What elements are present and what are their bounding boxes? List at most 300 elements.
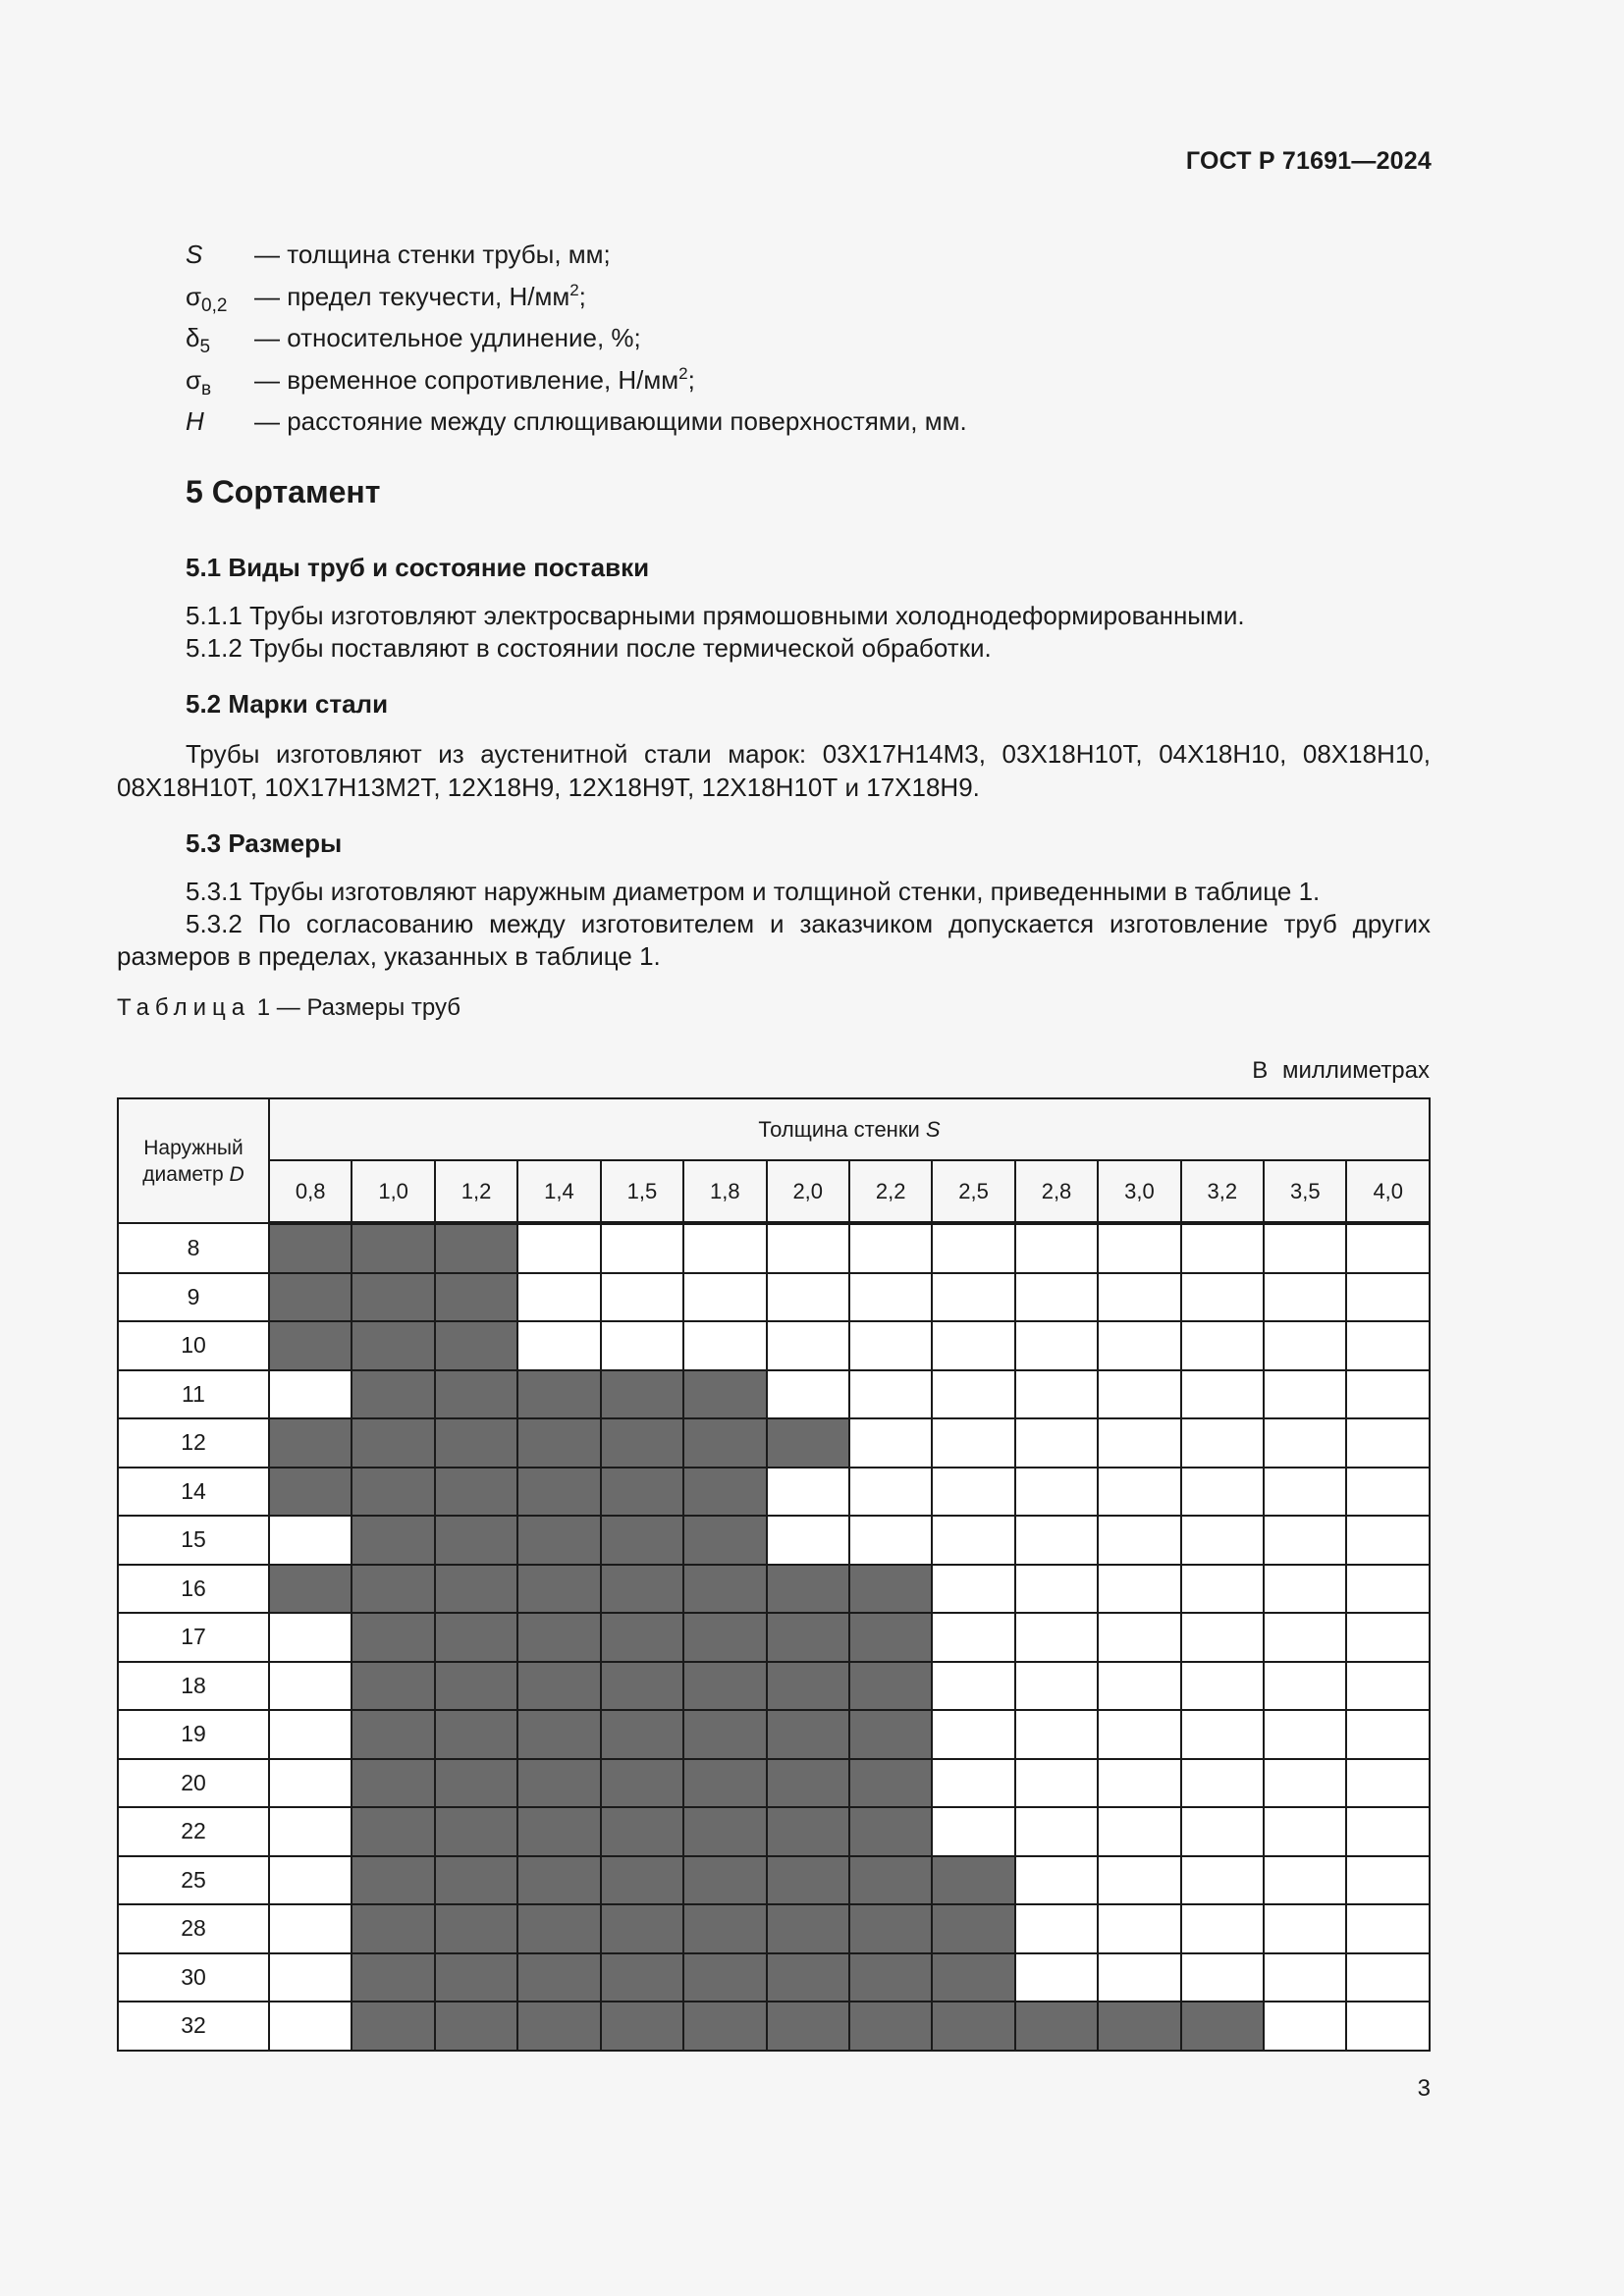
table-row <box>118 1710 1430 1759</box>
empty-size-cell <box>517 1273 600 1322</box>
table-row <box>118 1516 1430 1565</box>
available-size-cell <box>435 1856 517 1905</box>
available-size-cell <box>269 1273 352 1322</box>
empty-size-cell <box>932 1418 1014 1468</box>
empty-size-cell <box>683 1273 766 1322</box>
empty-size-cell <box>1264 2002 1346 2051</box>
paragraph-5-1-2: 5.1.2 Трубы поставляют в состоянии после термической обработки. <box>186 633 992 663</box>
table-row <box>118 1418 1430 1468</box>
available-size-cell <box>849 1662 932 1711</box>
empty-size-cell <box>1346 1418 1430 1468</box>
available-size-cell <box>269 1321 352 1370</box>
wall-thickness-col-header: 1,5 <box>601 1160 683 1223</box>
available-size-cell <box>352 2002 434 2051</box>
empty-size-cell <box>1346 1953 1430 2002</box>
empty-size-cell <box>932 1370 1014 1419</box>
empty-size-cell <box>269 1370 352 1419</box>
diameter-cell: 18 <box>118 1662 269 1711</box>
available-size-cell <box>269 1565 352 1614</box>
diameter-cell: 16 <box>118 1565 269 1614</box>
empty-size-cell <box>767 1223 849 1273</box>
empty-size-cell <box>1346 1662 1430 1711</box>
wall-thickness-col-header: 2,0 <box>767 1160 849 1223</box>
empty-size-cell <box>1015 1565 1098 1614</box>
empty-size-cell <box>1015 1321 1098 1370</box>
available-size-cell <box>517 1759 600 1808</box>
available-size-cell <box>517 1468 600 1517</box>
empty-size-cell <box>269 1904 352 1953</box>
available-size-cell <box>435 1370 517 1419</box>
available-size-cell <box>1181 2002 1264 2051</box>
diameter-cell: 22 <box>118 1807 269 1856</box>
available-size-cell <box>849 1613 932 1662</box>
empty-size-cell <box>767 1370 849 1419</box>
empty-size-cell <box>1098 1468 1180 1517</box>
available-size-cell <box>435 1516 517 1565</box>
wall-thickness-col-header: 2,8 <box>1015 1160 1098 1223</box>
available-size-cell <box>435 1759 517 1808</box>
empty-size-cell <box>1264 1662 1346 1711</box>
diameter-cell: 11 <box>118 1370 269 1419</box>
available-size-cell <box>601 1516 683 1565</box>
wall-thickness-col-header: 1,4 <box>517 1160 600 1223</box>
available-size-cell <box>517 1516 600 1565</box>
paragraph-steel-grades-line2: 08Х18Н10Т, 10Х17Н13М2Т, 12Х18Н9, 12Х18Н9Т, 12Х18Н10Т и 17Х18Н9. <box>117 773 980 802</box>
legend-definition: — временное сопротивление, $Н/мм^2$; <box>254 363 695 395</box>
table-row <box>118 1223 1430 1273</box>
empty-size-cell <box>1098 1321 1180 1370</box>
empty-size-cell <box>1181 1807 1264 1856</box>
available-size-cell <box>601 1613 683 1662</box>
diameter-cell: 32 <box>118 2002 269 2051</box>
doc-code: ГОСТ Р 71691—2024 <box>1185 147 1432 175</box>
available-size-cell <box>601 1418 683 1468</box>
diameter-cell: 15 <box>118 1516 269 1565</box>
available-size-cell <box>683 1807 766 1856</box>
empty-size-cell <box>1015 1613 1098 1662</box>
available-size-cell <box>517 1370 600 1419</box>
available-size-cell <box>517 1856 600 1905</box>
wall-thickness-col-header: 3,0 <box>1098 1160 1180 1223</box>
subsection-title-5-2: 5.2 Марки стали <box>186 689 389 719</box>
empty-size-cell <box>1015 1370 1098 1419</box>
empty-size-cell <box>1181 1370 1264 1419</box>
section-title: 5 Сортамент <box>186 474 381 509</box>
empty-size-cell <box>932 1223 1014 1273</box>
available-size-cell <box>767 1807 849 1856</box>
legend-symbol: $\sigma_{0,2}$ <box>186 281 228 316</box>
empty-size-cell <box>1098 1904 1180 1953</box>
available-size-cell <box>269 1223 352 1273</box>
available-size-cell <box>849 1807 932 1856</box>
empty-size-cell <box>767 1468 849 1517</box>
empty-size-cell <box>1181 1856 1264 1905</box>
available-size-cell <box>352 1273 434 1322</box>
available-size-cell <box>683 1710 766 1759</box>
empty-size-cell <box>269 1807 352 1856</box>
available-size-cell <box>767 1904 849 1953</box>
empty-size-cell <box>767 1516 849 1565</box>
empty-size-cell <box>1098 1565 1180 1614</box>
diameter-cell: 19 <box>118 1710 269 1759</box>
available-size-cell <box>435 1468 517 1517</box>
available-size-cell <box>683 1613 766 1662</box>
available-size-cell <box>517 1565 600 1614</box>
legend-symbol: $\sigma_в$ <box>186 364 212 400</box>
empty-size-cell <box>1098 1613 1180 1662</box>
available-size-cell <box>767 1418 849 1468</box>
available-size-cell <box>849 1856 932 1905</box>
empty-size-cell <box>767 1321 849 1370</box>
empty-size-cell <box>1098 1223 1180 1273</box>
available-size-cell <box>352 1856 434 1905</box>
available-size-cell <box>601 1370 683 1419</box>
available-size-cell <box>683 1418 766 1468</box>
available-size-cell <box>767 1759 849 1808</box>
available-size-cell <box>352 1759 434 1808</box>
legend-definition: — относительное удлинение, %; <box>254 323 641 352</box>
empty-size-cell <box>767 1273 849 1322</box>
empty-size-cell <box>1346 1856 1430 1905</box>
available-size-cell <box>932 2002 1014 2051</box>
available-size-cell <box>767 1565 849 1614</box>
empty-size-cell <box>1098 1953 1180 2002</box>
empty-size-cell <box>1098 1370 1180 1419</box>
empty-size-cell <box>1264 1710 1346 1759</box>
available-size-cell <box>683 1856 766 1905</box>
wall-thickness-col-header: 3,5 <box>1264 1160 1346 1223</box>
empty-size-cell <box>1346 1321 1430 1370</box>
paragraph-5-1-1: 5.1.1 Трубы изготовляют электросварными прямошовными холоднодеформированными. <box>186 601 1245 630</box>
available-size-cell <box>767 2002 849 2051</box>
diameter-cell: 20 <box>118 1759 269 1808</box>
diameter-cell: 14 <box>118 1468 269 1517</box>
empty-size-cell <box>932 1565 1014 1614</box>
empty-size-cell <box>1098 1662 1180 1711</box>
table-row <box>118 1662 1430 1711</box>
available-size-cell <box>517 2002 600 2051</box>
diameter-cell: 25 <box>118 1856 269 1905</box>
empty-size-cell <box>1264 1516 1346 1565</box>
legend-row <box>186 234 967 276</box>
page-number: 3 <box>1417 2075 1431 2102</box>
available-size-cell <box>849 1953 932 2002</box>
available-size-cell <box>517 1418 600 1468</box>
empty-size-cell <box>517 1321 600 1370</box>
table-row <box>118 1759 1430 1808</box>
legend-symbol: S <box>186 240 203 269</box>
diameter-cell: 17 <box>118 1613 269 1662</box>
available-size-cell <box>601 1953 683 2002</box>
empty-size-cell <box>1015 1953 1098 2002</box>
available-size-cell <box>849 2002 932 2051</box>
available-size-cell <box>932 1856 1014 1905</box>
paragraph-5-3-1: 5.3.1 Трубы изготовляют наружным диаметром и толщиной стенки, приведенными в таблице 1. <box>186 877 1321 906</box>
legend-definition: — предел текучести, $Н/мм^2$; <box>254 280 586 311</box>
available-size-cell <box>683 1953 766 2002</box>
subsection-title-5-3: 5.3 Размеры <box>186 828 343 858</box>
available-size-cell <box>435 1662 517 1711</box>
available-size-cell <box>1098 2002 1180 2051</box>
empty-size-cell <box>1181 1565 1264 1614</box>
paragraph-5-3-2-line1: 5.3.2 По согласованию между изготовителем и заказчиком допускается изготовление труб других <box>186 909 1431 938</box>
available-size-cell <box>352 1613 434 1662</box>
symbol-legend <box>186 234 967 443</box>
empty-size-cell <box>269 1613 352 1662</box>
empty-size-cell <box>1181 1223 1264 1273</box>
empty-size-cell <box>517 1223 600 1273</box>
available-size-cell <box>352 1468 434 1517</box>
available-size-cell <box>683 2002 766 2051</box>
available-size-cell <box>1015 2002 1098 2051</box>
empty-size-cell <box>1346 1613 1430 1662</box>
table-row <box>118 1565 1430 1614</box>
empty-size-cell <box>849 1468 932 1517</box>
empty-size-cell <box>1264 1370 1346 1419</box>
available-size-cell <box>767 1953 849 2002</box>
empty-size-cell <box>1015 1856 1098 1905</box>
available-size-cell <box>435 2002 517 2051</box>
empty-size-cell <box>601 1273 683 1322</box>
diameter-cell: 8 <box>118 1223 269 1273</box>
available-size-cell <box>849 1710 932 1759</box>
empty-size-cell <box>1181 1516 1264 1565</box>
empty-size-cell <box>932 1807 1014 1856</box>
wall-thickness-header: Толщина стенки S <box>269 1098 1430 1160</box>
empty-size-cell <box>1015 1662 1098 1711</box>
available-size-cell <box>683 1759 766 1808</box>
empty-size-cell <box>1264 1565 1346 1614</box>
empty-size-cell <box>1264 1273 1346 1322</box>
empty-size-cell <box>932 1613 1014 1662</box>
empty-size-cell <box>1346 1565 1430 1614</box>
empty-size-cell <box>1264 1223 1346 1273</box>
available-size-cell <box>352 1516 434 1565</box>
table-units: В миллиметрах <box>1252 1057 1430 1084</box>
available-size-cell <box>601 1856 683 1905</box>
table-row <box>118 2002 1430 2051</box>
available-size-cell <box>683 1904 766 1953</box>
empty-size-cell <box>849 1370 932 1419</box>
available-size-cell <box>435 1223 517 1273</box>
available-size-cell <box>683 1662 766 1711</box>
empty-size-cell <box>683 1321 766 1370</box>
available-size-cell <box>352 1710 434 1759</box>
subsection-title-5-1: 5.1 Виды труб и состояние поставки <box>186 553 650 582</box>
empty-size-cell <box>1098 1856 1180 1905</box>
empty-size-cell <box>269 2002 352 2051</box>
available-size-cell <box>683 1370 766 1419</box>
available-size-cell <box>601 1759 683 1808</box>
empty-size-cell <box>1346 1710 1430 1759</box>
available-size-cell <box>517 1953 600 2002</box>
available-size-cell <box>352 1807 434 1856</box>
table-caption: Таблица 1 — Размеры труб <box>117 994 460 1021</box>
diameter-header: Наружный диаметр D <box>118 1098 269 1223</box>
available-size-cell <box>352 1662 434 1711</box>
diameter-cell: 12 <box>118 1418 269 1468</box>
available-size-cell <box>601 1904 683 1953</box>
empty-size-cell <box>1015 1904 1098 1953</box>
empty-size-cell <box>932 1321 1014 1370</box>
empty-size-cell <box>849 1516 932 1565</box>
diameter-cell: 10 <box>118 1321 269 1370</box>
empty-size-cell <box>1181 1273 1264 1322</box>
available-size-cell <box>683 1565 766 1614</box>
available-size-cell <box>517 1613 600 1662</box>
available-size-cell <box>435 1418 517 1468</box>
available-size-cell <box>352 1418 434 1468</box>
empty-size-cell <box>601 1223 683 1273</box>
empty-size-cell <box>1346 1273 1430 1322</box>
available-size-cell <box>352 1321 434 1370</box>
table-row <box>118 1321 1430 1370</box>
diameter-cell: 30 <box>118 1953 269 2002</box>
empty-size-cell <box>1181 1759 1264 1808</box>
table-row <box>118 1273 1430 1322</box>
empty-size-cell <box>849 1273 932 1322</box>
table-row <box>118 1856 1430 1905</box>
available-size-cell <box>849 1904 932 1953</box>
available-size-cell <box>435 1953 517 2002</box>
wall-thickness-col-header: 1,0 <box>352 1160 434 1223</box>
empty-size-cell <box>1346 1904 1430 1953</box>
empty-size-cell <box>849 1418 932 1468</box>
available-size-cell <box>767 1856 849 1905</box>
empty-size-cell <box>932 1468 1014 1517</box>
available-size-cell <box>601 2002 683 2051</box>
empty-size-cell <box>1264 1953 1346 2002</box>
available-size-cell <box>849 1565 932 1614</box>
legend-symbol: $\delta_5$ <box>186 323 211 357</box>
pipe-sizes-table <box>117 1097 1431 2052</box>
empty-size-cell <box>1264 1807 1346 1856</box>
available-size-cell <box>435 1904 517 1953</box>
available-size-cell <box>932 1904 1014 1953</box>
empty-size-cell <box>269 1516 352 1565</box>
available-size-cell <box>767 1710 849 1759</box>
empty-size-cell <box>849 1321 932 1370</box>
empty-size-cell <box>1098 1418 1180 1468</box>
available-size-cell <box>435 1565 517 1614</box>
wall-thickness-col-header: 1,2 <box>435 1160 517 1223</box>
empty-size-cell <box>269 1953 352 2002</box>
empty-size-cell <box>1015 1223 1098 1273</box>
empty-size-cell <box>1264 1904 1346 1953</box>
available-size-cell <box>435 1321 517 1370</box>
empty-size-cell <box>1098 1273 1180 1322</box>
empty-size-cell <box>1346 1468 1430 1517</box>
available-size-cell <box>683 1516 766 1565</box>
table-row <box>118 1468 1430 1517</box>
available-size-cell <box>269 1468 352 1517</box>
available-size-cell <box>352 1565 434 1614</box>
table-row <box>118 1370 1430 1419</box>
available-size-cell <box>601 1710 683 1759</box>
available-size-cell <box>435 1613 517 1662</box>
empty-size-cell <box>932 1516 1014 1565</box>
empty-size-cell <box>1346 2002 1430 2051</box>
empty-size-cell <box>932 1710 1014 1759</box>
empty-size-cell <box>1346 1516 1430 1565</box>
empty-size-cell <box>1098 1516 1180 1565</box>
available-size-cell <box>352 1370 434 1419</box>
available-size-cell <box>932 1953 1014 2002</box>
diameter-cell: 28 <box>118 1904 269 1953</box>
table-row <box>118 1953 1430 2002</box>
paragraph-5-3-2-line2: размеров в пределах, указанных в таблице 1. <box>117 941 661 971</box>
empty-size-cell <box>1346 1223 1430 1273</box>
empty-size-cell <box>1098 1759 1180 1808</box>
available-size-cell <box>767 1613 849 1662</box>
available-size-cell <box>517 1807 600 1856</box>
wall-thickness-col-header: 4,0 <box>1346 1160 1430 1223</box>
available-size-cell <box>435 1807 517 1856</box>
empty-size-cell <box>932 1662 1014 1711</box>
empty-size-cell <box>1015 1710 1098 1759</box>
empty-size-cell <box>269 1759 352 1808</box>
empty-size-cell <box>1015 1516 1098 1565</box>
empty-size-cell <box>1015 1759 1098 1808</box>
legend-definition: — толщина стенки трубы, мм; <box>254 240 611 269</box>
empty-size-cell <box>683 1223 766 1273</box>
available-size-cell <box>601 1807 683 1856</box>
table-row <box>118 1613 1430 1662</box>
available-size-cell <box>435 1710 517 1759</box>
legend-definition: — расстояние между сплющивающими поверхностями, мм. <box>254 406 967 436</box>
empty-size-cell <box>1264 1856 1346 1905</box>
paragraph-steel-grades-line1: Трубы изготовляют из аустенитной стали марок: 03Х17Н14М3, 03Х18Н10Т, 04Х18Н10, 08Х18Н10, <box>186 739 1431 769</box>
available-size-cell <box>601 1565 683 1614</box>
available-size-cell <box>352 1904 434 1953</box>
empty-size-cell <box>601 1321 683 1370</box>
wall-thickness-col-header: 0,8 <box>269 1160 352 1223</box>
wall-thickness-col-header: 1,8 <box>683 1160 766 1223</box>
legend-row <box>186 400 967 443</box>
available-size-cell <box>517 1904 600 1953</box>
legend-row <box>186 359 967 401</box>
available-size-cell <box>435 1273 517 1322</box>
empty-size-cell <box>1264 1321 1346 1370</box>
empty-size-cell <box>1264 1613 1346 1662</box>
legend-row <box>186 317 967 359</box>
available-size-cell <box>683 1468 766 1517</box>
empty-size-cell <box>1015 1468 1098 1517</box>
wall-thickness-col-header: 2,5 <box>932 1160 1014 1223</box>
available-size-cell <box>517 1662 600 1711</box>
empty-size-cell <box>1098 1710 1180 1759</box>
available-size-cell <box>849 1759 932 1808</box>
empty-size-cell <box>1181 1904 1264 1953</box>
legend-row <box>186 276 967 318</box>
empty-size-cell <box>1264 1759 1346 1808</box>
empty-size-cell <box>849 1223 932 1273</box>
empty-size-cell <box>1181 1662 1264 1711</box>
table-row <box>118 1904 1430 1953</box>
available-size-cell <box>767 1662 849 1711</box>
empty-size-cell <box>932 1759 1014 1808</box>
wall-thickness-col-header: 3,2 <box>1181 1160 1264 1223</box>
empty-size-cell <box>1181 1321 1264 1370</box>
empty-size-cell <box>1346 1759 1430 1808</box>
available-size-cell <box>269 1418 352 1468</box>
empty-size-cell <box>1181 1613 1264 1662</box>
available-size-cell <box>517 1710 600 1759</box>
available-size-cell <box>601 1468 683 1517</box>
diameter-cell: 9 <box>118 1273 269 1322</box>
empty-size-cell <box>1015 1418 1098 1468</box>
empty-size-cell <box>1098 1807 1180 1856</box>
